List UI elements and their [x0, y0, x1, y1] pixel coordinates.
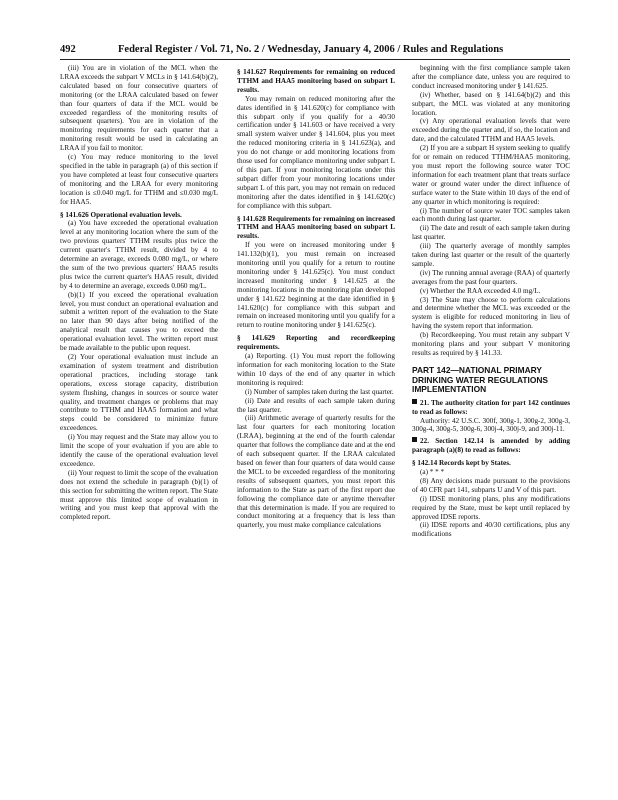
body-paragraph: (ii) IDSE reports and 40/30 certifications, plus any modifications: [412, 521, 570, 539]
body-paragraph: (iv) Whether, based on § 141.64(b)(2) and this subpart, the MCL was violated at any monitoring location.: [412, 90, 570, 117]
body-paragraph: (i) Number of samples taken during the last quarter.: [245, 387, 394, 396]
body-paragraph: (iii) You are in violation of the MCL when the LRAA exceeds the subpart V MCLs in § 141.64(b)(2), calculated based on four consecutive quarters of monitoring (or the LRAA calculated based on fewer than four quarters of data if the MCL would be exceeded regardless of the monitoring results of subsequent quarters). You are in violation of the monitoring requirements for each quarter that a monitoring result would be used in calculating an LRAA if you fail to monitor.: [60, 64, 218, 153]
body-paragraph: (ii) Date and results of each sample taken during the last quarter.: [237, 396, 395, 414]
body-paragraph: Authority: 42 U.S.C. 300f, 300g-1, 300g-2, 300g-3, 300g-4, 300g-5, 300g-6, 300j-4, 300j-9, and 300j-11.: [412, 416, 570, 434]
amendatory-text: 22. Section 142.14 is amended by adding paragraph (a)(8) to read as follows:: [412, 437, 570, 455]
body-paragraph: beginning with the first compliance sample taken after the compliance date, unless you are required to conduct increased monitoring under § 141.625.: [412, 64, 570, 90]
page-number: 492: [60, 44, 76, 55]
section-heading: § 141.628 Requirements for remaining on increased TTHM and HAA5 monitoring based on subpart L results.: [237, 214, 395, 241]
body-paragraph: You may remain on reduced monitoring after the dates identified in § 141.620(c) for compliance with this subpart only if you qualify for a 40/30 certification under § 141.603 or have received a very small system waiver under § 141.604, plus you meet the reduced monitoring criteria in § 141.623(a), and you do not change or add monitoring locations from those used for compliance monitoring under subpart L of this part. If your monitoring locations under this subpart differ from your monitoring locations under subpart L of this part, you may not remain on reduced monitoring after the dates identified in § 141.620(c) for compliance with this subpart.: [237, 94, 395, 210]
body-paragraph: (i) IDSE monitoring plans, plus any modifications required by the State, must be kept until replaced by approved IDSE reports.: [412, 494, 570, 521]
amendatory-text: 21. The authority citation for part 142 continues to read as follows:: [412, 398, 570, 416]
body-paragraph: (a) You have exceeded the operational evaluation level at any monitoring location where the sum of the two previous quarters' TTHM results plus twice the current quarter's TTHM result, divided by 4 to determine an average, exceeds 0.080 mg/L, or where the sum of the two previous quarters' HAA5 results plus twice the current quarter's HAA5 result, divided by 4 to determine an average, exceeds 0.060 mg/L.: [60, 219, 218, 290]
body-paragraph: (v) Any operational evaluation levels that were exceeded during the quarter and, if so, the location and date, and the calculated TTHM and HAA5 levels.: [412, 117, 570, 144]
amendatory-instruction: [412, 437, 570, 455]
body-paragraph: (iii) The quarterly average of monthly samples taken during last quarter or the result of the quarterly sample.: [412, 242, 570, 268]
body-paragraph: If you were on increased monitoring under § 141.132(b)(1), you must remain on increased monitoring until you qualify for a return to routine monitoring under § 141.625(c). You must conduct increased monitoring under § 141.625 at the monitoring locations in the monitoring plan developed under § 141.622 beginning at the date identified in § 141.620(c) for compliance with this subpart and remain on increased monitoring until you qualify for a return to routine monitoring under § 141.625(c).: [237, 241, 395, 330]
amendatory-instruction: [412, 399, 570, 417]
body-paragraph: (3) The State may choose to perform calculations and determine whether the MCL was exceeded or the system is eligible for reduced monitoring in lieu of having the system report that information.: [412, 295, 570, 331]
body-paragraph: (b)(1) If you exceed the operational evaluation level, you must conduct an operational evaluation and submit a written report of the evaluation to the State no later than 90 days after being notified of the analytical result that causes you to exceed the operational evaluation level. The written report must be made available to the public upon request.: [60, 290, 218, 353]
body-paragraph: (2) If you are a subpart H system seeking to qualify for or remain on reduced TTHM/HAA5 monitoring, you must report the following source water TOC information for each treatment plant that treats surface water or ground water under the direct influence of surface water to the State within 10 days of the end of any quarter in which monitoring is required:: [412, 144, 570, 206]
body-paragraph: (b) Recordkeeping. You must retain any subpart V monitoring plans and your subpart V monitoring results as required by § 141.33.: [412, 331, 570, 357]
square-bullet-icon: [412, 437, 417, 442]
body-paragraph: (iii) Arithmetic average of quarterly results for the last four quarters for each monitoring location (LRAA), beginning at the end of the fourth calendar quarter that follows the compliance date and at the end of each subsequent quarter. If the LRAA calculated based on fewer than four quarters of data would cause the MCL to be exceeded regardless of the monitoring results of subsequent quarters, you must report this information to the State as part of the first report due following the compliance date or anytime thereafter that this determination is made. If you are required to conduct monitoring at a frequency that is less than quarterly, you must make compliance calculations: [237, 414, 395, 530]
text-column-3: [412, 64, 570, 784]
text-column-1: [60, 64, 218, 784]
body-paragraph: (a) Reporting. (1) You must report the following information for each monitoring location to the State within 10 days of the end of any quarter in which monitoring is required:: [237, 352, 395, 387]
body-paragraph: (c) You may reduce monitoring to the level specified in the table in paragraph (a) of this section if you have completed at least four consecutive quarters of monitoring and the LRAA for every monitoring location is ≤0.040 mg/L for TTHM and ≤0.030 mg/L for HAA5.: [60, 153, 218, 206]
text-column-2: [237, 64, 395, 784]
square-bullet-icon: [412, 399, 417, 404]
body-paragraph: (2) Your operational evaluation must include an examination of system treatment and distribution operational practices, including storage tank operations, excess storage capacity, distribution system flushing, changes in sources or source water quality, and treatment changes or problems that may contribute to TTHM and HAA5 formation and what steps could be considered to minimize future exceedences.: [60, 353, 218, 433]
section-heading: § 141.629 Reporting and recordkeeping requirements.: [237, 334, 395, 352]
body-paragraph: (ii) Your request to limit the scope of the evaluation does not extend the schedule in paragraph (b)(1) of this section for submitting the written report. The State must approve this limited scope of evaluation in writing and you must keep that approval with the completed report.: [60, 468, 218, 522]
body-paragraph: (i) You may request and the State may allow you to limit the scope of your evaluation if you are able to identify the cause of the operational evaluation level exceedence.: [60, 433, 218, 468]
part-heading: PART 142—NATIONAL PRIMARY DRINKING WATER REGULATIONS IMPLEMENTATION: [412, 364, 549, 395]
header-rule: [60, 59, 570, 60]
body-paragraph: (i) The number of source water TOC samples taken each month during last quarter.: [412, 206, 570, 224]
section-heading: § 141.627 Requirements for remaining on reduced TTHM and HAA5 monitoring based on subpart L results.: [237, 68, 395, 94]
section-heading: § 141.626 Operational evaluation levels.: [60, 210, 182, 219]
body-paragraph: (v) Whether the RAA exceeded 4.0 mg/L.: [420, 286, 541, 295]
section-heading: § 142.14 Records kept by States.: [412, 459, 511, 468]
body-paragraph: (a) * * *: [420, 468, 445, 477]
body-paragraph: (8) Any decisions made pursuant to the provisions of 40 CFR part 141, subparts U and V of this part.: [412, 476, 570, 494]
running-head: Federal Register / Vol. 71, No. 2 / Wednesday, January 4, 2006 / Rules and Regulations: [118, 44, 504, 55]
body-paragraph: (iv) The running annual average (RAA) of quarterly averages from the past four quarters.: [412, 268, 570, 286]
body-paragraph: (ii) The date and result of each sample taken during last quarter.: [412, 224, 570, 242]
page-header: [60, 44, 570, 58]
